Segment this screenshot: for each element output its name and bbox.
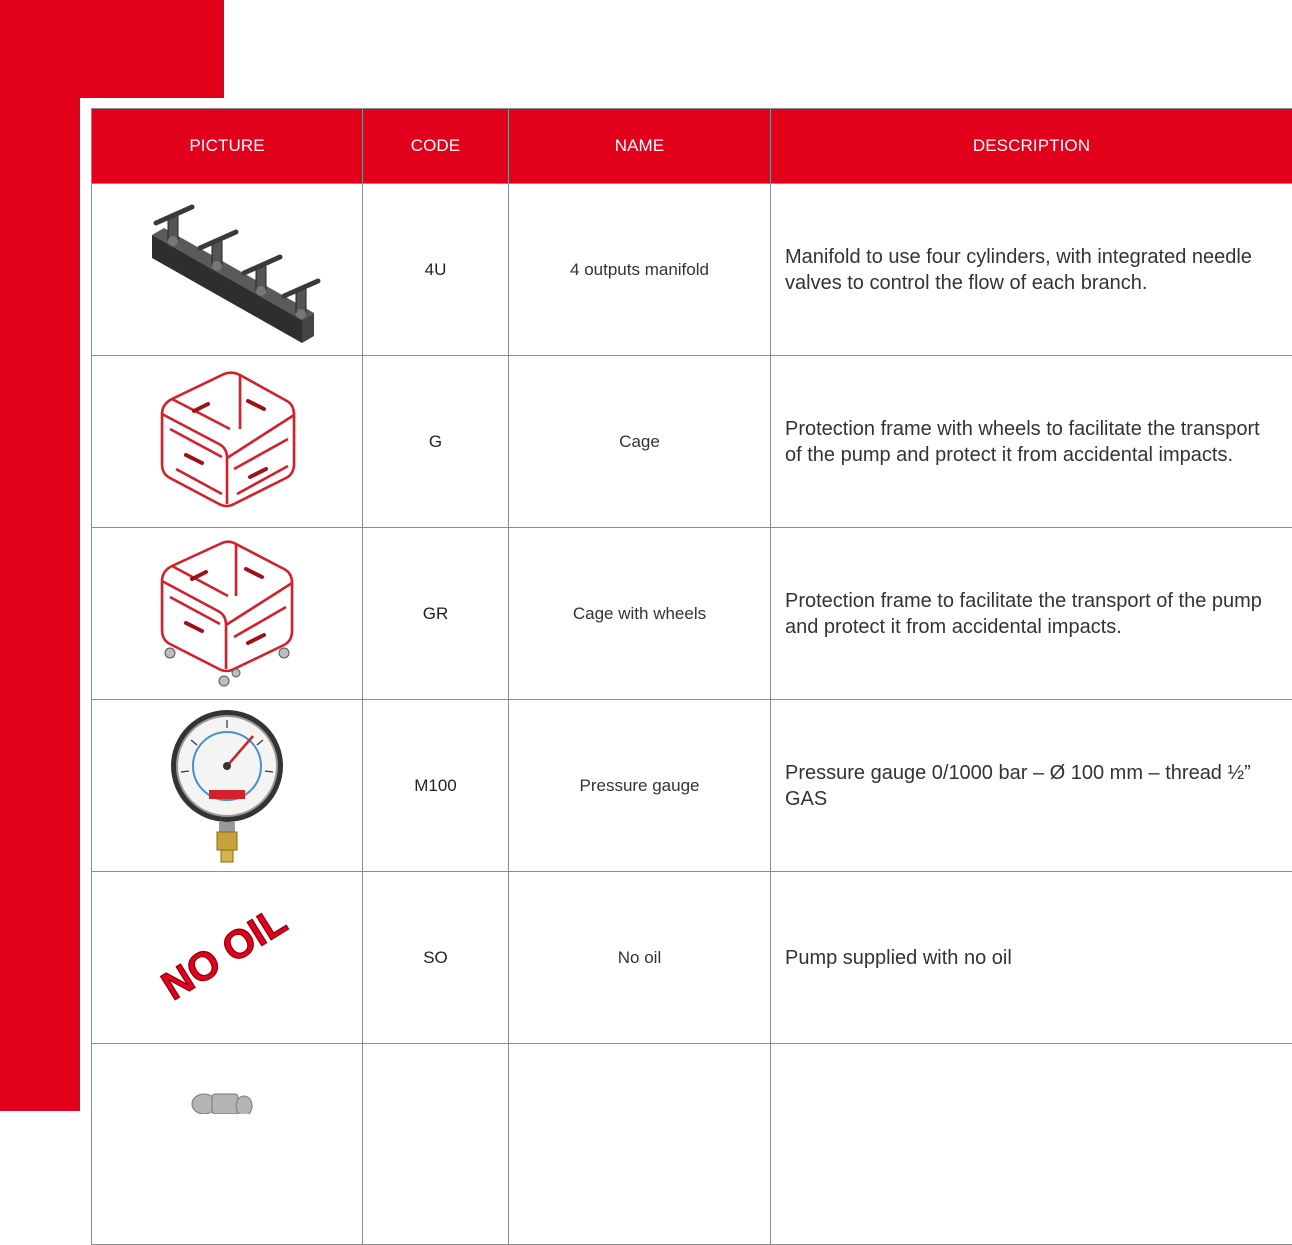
code-cell <box>363 1044 509 1245</box>
red-corner-tab <box>0 0 224 98</box>
code-cell: 4U <box>363 184 509 356</box>
description-cell: Protection frame to facilitate the transport of the pump and protect it from accidental impacts. <box>771 528 1292 700</box>
header-picture: PICTURE <box>92 109 363 184</box>
no-oil-graphic <box>142 898 312 1018</box>
name-cell: No oil <box>509 872 771 1044</box>
description-cell: Protection frame with wheels to facilitate the transport of the pump and protect it from accidental impacts. <box>771 356 1292 528</box>
code-cell: M100 <box>363 700 509 872</box>
header-code: CODE <box>363 109 509 184</box>
cage-image <box>152 369 302 514</box>
picture-cell <box>92 356 363 528</box>
description-cell <box>771 1044 1292 1245</box>
name-cell: Pressure gauge <box>509 700 771 872</box>
manifold-image <box>132 195 322 345</box>
picture-cell <box>92 700 363 872</box>
picture-cell <box>92 872 363 1044</box>
no-oil-text: NO OIL <box>154 898 294 1008</box>
description-cell: Pressure gauge 0/1000 bar – Ø 100 mm – thread ½” GAS <box>771 700 1292 872</box>
header-name: NAME <box>509 109 771 184</box>
pressure-gauge-image <box>167 706 287 866</box>
coupler-image <box>152 1044 302 1114</box>
table-row <box>92 700 1292 872</box>
name-cell: 4 outputs manifold <box>509 184 771 356</box>
table-header-row <box>92 109 1292 184</box>
table-row <box>92 528 1292 700</box>
cage-with-wheels-image <box>152 539 302 689</box>
red-side-band <box>0 0 80 1111</box>
header-description: DESCRIPTION <box>771 109 1292 184</box>
picture-cell <box>92 528 363 700</box>
description-cell: Manifold to use four cylinders, with integrated needle valves to control the flow of each branch. <box>771 184 1292 356</box>
table-row <box>92 1044 1292 1245</box>
table-row <box>92 356 1292 528</box>
picture-cell <box>92 1044 363 1245</box>
code-cell: SO <box>363 872 509 1044</box>
name-cell: Cage <box>509 356 771 528</box>
description-cell: Pump supplied with no oil <box>771 872 1292 1044</box>
accessories-table <box>91 108 1292 1245</box>
name-cell: Cage with wheels <box>509 528 771 700</box>
code-cell: GR <box>363 528 509 700</box>
code-cell: G <box>363 356 509 528</box>
name-cell <box>509 1044 771 1245</box>
table-row <box>92 872 1292 1044</box>
table-row <box>92 184 1292 356</box>
picture-cell <box>92 184 363 356</box>
